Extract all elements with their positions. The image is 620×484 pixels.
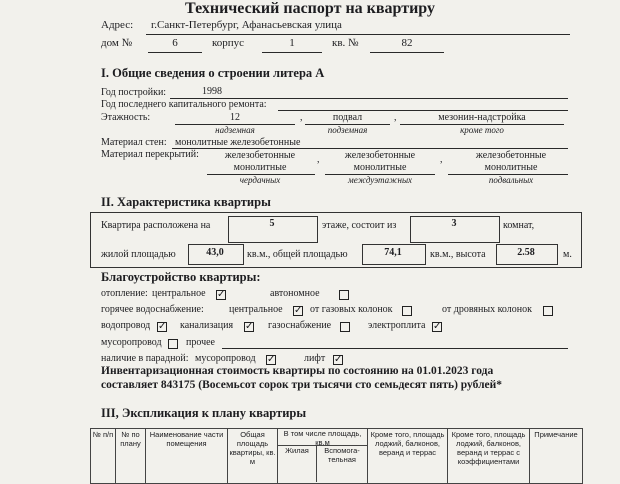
height-label: кв.м., высота [430, 249, 486, 260]
year-built-label: Год постройки: [101, 87, 167, 98]
header-loggias-coef: Кроме того, площадь лоджий, балконов, веранд и террас с коэффициентами [448, 429, 530, 484]
hot-water-wood-checkbox[interactable] [543, 306, 553, 316]
other-underline [222, 348, 568, 349]
comma: , [300, 112, 303, 123]
house-underline [148, 52, 202, 53]
header-incl-sub [278, 446, 367, 482]
gas-checkbox[interactable] [340, 322, 350, 332]
walls-underline [172, 148, 568, 149]
hot-water-central-checkbox[interactable]: ✓ [294, 305, 303, 316]
entrance-label: наличие в парадной: [101, 353, 189, 364]
header-aux: Вспомога-тельная [324, 446, 360, 464]
living-area-value: 43,0 [206, 247, 224, 258]
heating-central-checkbox[interactable]: ✓ [217, 289, 226, 300]
caption-above: надземная [215, 125, 255, 135]
header-num: № п/п [91, 429, 116, 484]
height-value: 2.58 [517, 247, 535, 258]
korpus-underline [262, 52, 322, 53]
comma: , [394, 112, 397, 123]
water-label: водопровод [101, 320, 151, 331]
total-area-value: 74,1 [384, 247, 402, 258]
heating-label: отопление: [101, 288, 148, 299]
apartment-underline [370, 52, 444, 53]
caption-under: подземная [327, 125, 368, 135]
lift-label: лифт [304, 353, 326, 364]
header-living: Жилая [278, 446, 317, 482]
house-label: дом № [101, 37, 133, 49]
sewer-checkbox[interactable]: ✓ [245, 321, 254, 332]
header-incl-area [278, 429, 368, 484]
ceiling-attic-line1: железобетонные [224, 150, 296, 161]
address-value: г.Санкт-Петербург, Афанасьевская улица [151, 19, 342, 31]
electric-stove-label: электроплита [368, 320, 426, 331]
gas-label: газоснабжение [268, 320, 332, 331]
amenities-title: Благоустройство квартиры: [101, 270, 261, 284]
entrance-chute-checkbox[interactable]: ✓ [267, 354, 276, 365]
apartment-number: 82 [401, 37, 413, 49]
living-area-label: жилой площадью [101, 249, 176, 260]
hot-water-gas-label: от газовых колонок [310, 304, 393, 315]
rooms-suffix: комнат, [503, 220, 535, 231]
header-incl-area-title: В том числе площадь, кв.м [278, 429, 367, 446]
section-1-title: I. Общие сведения о строении литера А [101, 66, 325, 80]
ceiling-between-line1: железобетонные [344, 150, 416, 161]
header-note: Примечание [530, 429, 583, 484]
entrance-chute-label: мусоропровод [195, 353, 256, 364]
caption-attic: чердачных [239, 175, 281, 185]
caption-basement: подвальных [488, 175, 534, 185]
caption-between: междуэтажных [347, 175, 413, 185]
hot-water-label: горячее водоснабжение: [101, 304, 204, 315]
year-built-value: 1998 [202, 86, 222, 97]
header-loggias: Кроме того, площадь лоджий, балконов, веранд и террас [368, 429, 448, 484]
heating-central-label: центральное [152, 288, 206, 299]
floor-value: 5 [269, 218, 275, 229]
lift-checkbox[interactable]: ✓ [334, 354, 343, 365]
valuation-line-1: Инвентаризационная стоимость квартиры по состоянию на 01.01.2023 года [101, 365, 494, 377]
rooms-value: 3 [451, 218, 457, 229]
floors-label: Этажность: [101, 112, 151, 123]
electric-stove-checkbox[interactable]: ✓ [433, 321, 442, 332]
valuation-line-2: составляет 843175 (Восемьсот сорок три тысячи сто семьдесят пять) рублей* [101, 379, 503, 391]
ceiling-attic-line2: монолитные [233, 162, 287, 173]
header-part-name: Наименование части помещения [146, 429, 228, 484]
ceiling-basement-line1: железобетонные [475, 150, 547, 161]
header-total-area: Общая площадь квартиры, кв. м [228, 429, 278, 484]
address-underline [146, 34, 570, 35]
located-label: Квартира расположена на [101, 220, 211, 231]
sewer-label: канализация [180, 320, 234, 331]
floors-mezzanine: мезонин-надстройка [438, 112, 526, 123]
section-3-title: III, Экспликация к плану квартиры [101, 406, 307, 420]
floors-above: 12 [230, 112, 240, 123]
ceiling-between-line2: монолитные [353, 162, 407, 173]
comma: , [440, 154, 443, 165]
korpus-label: корпус [212, 37, 245, 49]
year-repair-label: Год последнего капитального ремонта: [101, 99, 267, 110]
explication-table [90, 428, 583, 484]
heating-autonomous-label: автономное [270, 288, 320, 299]
page-title: Технический паспорт на квартиру [185, 0, 435, 17]
floors-basement: подвал [332, 112, 363, 123]
hot-water-gas-checkbox[interactable] [402, 306, 412, 316]
total-area-label: кв.м., общей площадью [247, 249, 348, 260]
address-label: Адрес: [101, 19, 134, 31]
house-number: 6 [172, 37, 178, 49]
chute-checkbox[interactable] [168, 339, 178, 349]
apartment-label: кв. № [332, 37, 359, 49]
ceiling-label: Материал перекрытий: [101, 149, 199, 160]
caption-except: кроме того [460, 125, 504, 135]
chute-label: мусоропровод [101, 337, 162, 348]
hot-water-central-label: центральное [229, 304, 283, 315]
walls-value: монолитные железобетонные [175, 137, 301, 148]
comma: , [317, 154, 320, 165]
water-checkbox[interactable]: ✓ [158, 321, 167, 332]
walls-label: Материал стен: [101, 137, 167, 148]
heating-autonomous-checkbox[interactable] [339, 290, 349, 300]
header-plan-num: № по плану [116, 429, 146, 484]
section-2-title: II. Характеристика квартиры [101, 195, 271, 209]
other-label: прочее [186, 337, 215, 348]
korpus-number: 1 [289, 37, 295, 49]
height-unit: м. [563, 249, 572, 260]
hot-water-wood-label: от дровяных колонок [442, 304, 533, 315]
floor-suffix: этаже, состоит из [322, 220, 397, 231]
year-repair-underline [278, 110, 568, 111]
ceiling-basement-line2: монолитные [484, 162, 538, 173]
